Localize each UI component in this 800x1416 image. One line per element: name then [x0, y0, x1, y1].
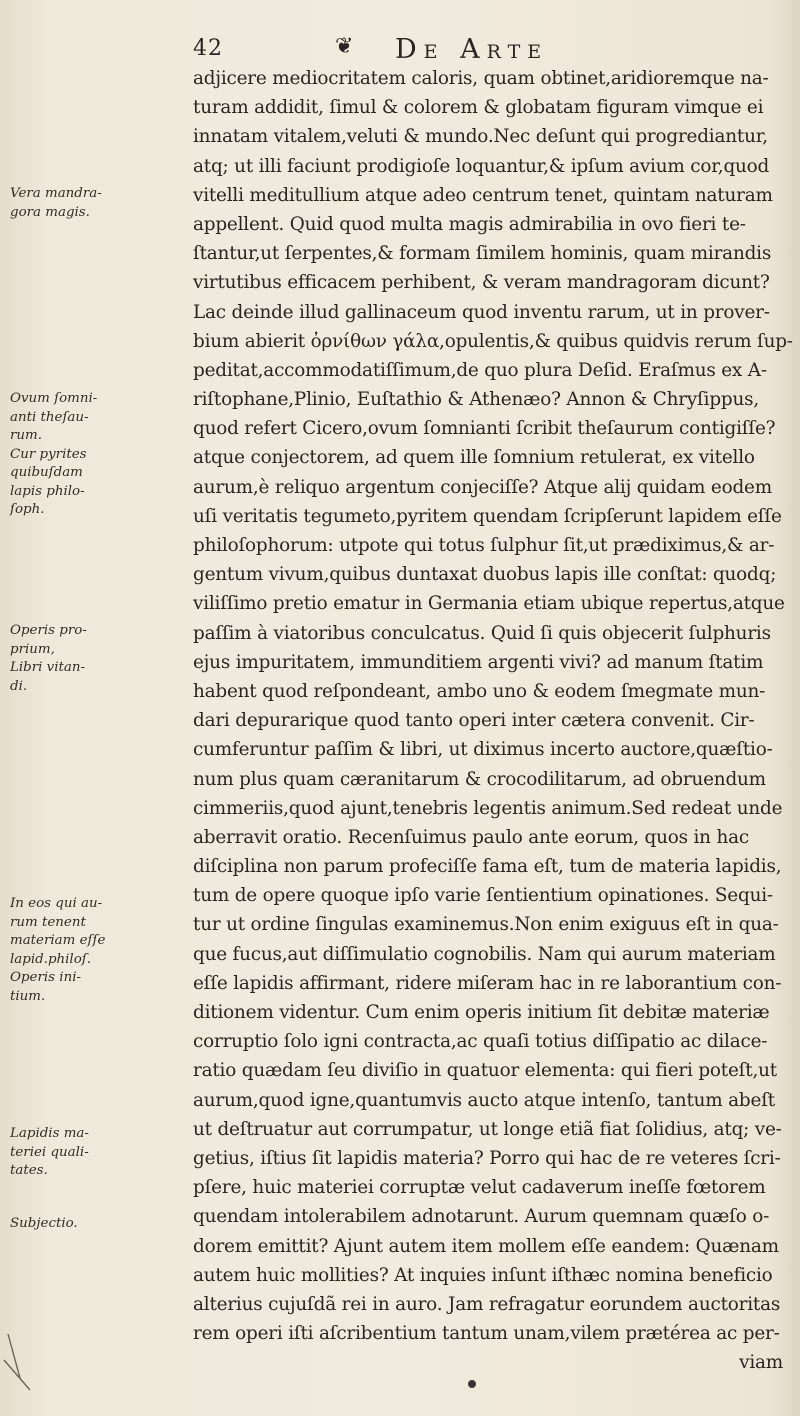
text-line: riſtophane,Plinio, Euſtathio & Athenæo? Annon & Chryſippus, — [193, 389, 759, 411]
margin-note-line: Vera mandra- — [10, 186, 102, 201]
text-line: cumferuntur paſſim & libri, ut diximus incerto auctore,quæſtio- — [193, 739, 773, 761]
margin-note-line: Lapidis ma- — [10, 1126, 89, 1141]
margin-note-line: Operis pro- — [10, 623, 87, 638]
text-line: eſſe lapidis affirmant, ridere miſeram hac in re laborantium con- — [193, 972, 782, 994]
text-line: peditat,accommodatiſſimum,de quo plura Deſid. Eraſmus ex A- — [193, 359, 767, 381]
main-text — [193, 64, 793, 1377]
margin-note — [10, 895, 180, 1006]
text-line: aurum,quod igne,quantumvis aucto atque intenſo, tantum abeſt — [193, 1089, 775, 1111]
margin-note-line: materiam eſſe — [10, 933, 106, 948]
text-line: ſtantur,ut ſerpentes,& formam ſimilem hominis, quam mirandis — [193, 243, 772, 265]
margin-note-line: In eos qui au- — [10, 896, 103, 911]
text-line: quendam intolerabilem adnotarunt. Aurum quemnam quæſo o- — [193, 1206, 770, 1228]
text-line: philoſophorum: utpote qui totus ſulphur ſit,ut prædiximus,& ar- — [193, 535, 775, 556]
pencil-mark-icon — [0, 1330, 60, 1400]
text-line: viliſſimo pretio ematur in Germania etiam ubique repertus,atque — [193, 593, 785, 615]
margin-note-line: di. — [10, 678, 28, 694]
margin-note-line: Cur pyrites — [10, 446, 87, 462]
margin-note-line: Libri vitan- — [10, 660, 86, 675]
text-line: ditionem videntur. Cum enim operis initium ſit debitæ materiæ — [193, 1002, 770, 1023]
text-line: que fucus,aut diſſimulatio cognobilis. Nam qui aurum materiam — [193, 943, 776, 965]
text-line: alterius cujuſdã rei in auro. Jam refragatur eorundem auctoritas — [193, 1293, 781, 1315]
catchword: viam — [739, 1352, 783, 1374]
margin-note-line: Operis ini- — [10, 970, 82, 985]
margin-note — [10, 1125, 180, 1181]
text-line: turam addidit, ſimul & colorem & globatam figuram vimque ei — [193, 97, 764, 119]
margin-note-line: teriei quali- — [10, 1144, 89, 1160]
text-line: cimmeriis,quod ajunt,tenebris legentis animum.Sed redeat unde — [193, 797, 783, 819]
margin-note — [10, 622, 180, 696]
margin-note-line: lapis philo- — [10, 483, 85, 499]
page-number: 42 — [193, 36, 223, 61]
text-line: dorem emittit? Ajunt autem item mollem eſſe eandem: Quænam — [193, 1235, 779, 1257]
text-line: vitelli meditullium atque adeo centrum tenet, quintam naturam — [193, 184, 773, 206]
running-title: De Arte — [395, 34, 549, 65]
text-line: corruptio ſolo igni contracta,ac quaſi totius diſſipatio ac dilace- — [193, 1031, 768, 1053]
text-line: innatam vitalem,veluti & mundo.Nec deſunt qui progrediantur, — [193, 126, 768, 148]
margin-note-line: Ovum ſomni- — [10, 391, 98, 406]
text-line: atque conjectorem, ad quem ille ſomnium retulerat, ex vitello — [193, 447, 755, 469]
text-line: uſi veritatis tegumeto,pyritem quendam ſcripſerunt lapidem eſſe — [193, 505, 782, 527]
text-line: bium abierit ὀρνίθων γάλα,opulentis,& quibus quidvis rerum ſup- — [193, 330, 793, 352]
text-line: appellent. Quid quod multa magis admirabilia in ovo fieri te- — [193, 213, 746, 235]
text-line: atq; ut illi faciunt prodigioſe loquantur,& ipſum avium cor,quod — [193, 155, 770, 177]
text-line: tur ut ordine ſingulas examinemus.Non enim exiguus eſt in qua- — [193, 914, 779, 936]
text-line: quod refert Cicero,ovum ſomnianti ſcribit theſaurum contigiſſe? — [193, 418, 776, 440]
ornament-icon: ❦ — [335, 34, 354, 59]
margin-note-line: gora magis. — [10, 204, 90, 220]
margin-note — [10, 390, 180, 520]
text-line: autem huic mollities? At inquies inſunt iſthæc nomina beneficio — [193, 1264, 773, 1286]
text-line: tum de opere quoque ipſo varie ſentientium opinationes. Sequi- — [193, 885, 773, 907]
text-line: ejus impuritatem, immunditiem argenti vivi? ad manum ſtatim — [193, 651, 764, 673]
margin-note-line: rum. — [10, 428, 42, 443]
text-line: rem operi iſti aſcribentium tantum unam,vilem prætérea ac per- — [193, 1323, 780, 1345]
margin-note-line: ſoph. — [10, 502, 45, 517]
margin-note-line: tates. — [10, 1163, 48, 1178]
margin-note-line: anti theſau- — [10, 409, 89, 425]
text-line: pſere, huic materiei corruptæ velut cadaverum ineſſe fœtorem — [193, 1177, 766, 1199]
ink-spot-icon — [468, 1380, 476, 1388]
text-line: virtutibus efficacem perhibent, & veram mandragoram dicunt? — [193, 272, 770, 294]
margin-note-line: lapid.philoſ. — [10, 951, 91, 967]
margin-note-line: tium. — [10, 988, 46, 1004]
text-line: dari depurarique quod tanto operi inter cætera convenit. Cir- — [193, 710, 755, 732]
text-line: aberravit oratio. Recenſuimus paulo ante eorum, quos in hac — [193, 826, 749, 848]
margin-note — [10, 185, 180, 222]
text-line: habent quod reſpondeant, ambo uno & eodem ſmegmate mun- — [193, 680, 766, 702]
text-line: num plus quam cæranitarum & crocodilitarum, ad obruendum — [193, 768, 766, 790]
margin-note-line: rum tenent — [10, 914, 86, 930]
margin-note-line: quibuſdam — [10, 465, 83, 480]
text-line: Lac deinde illud gallinaceum quod inventu rarum, ut in prover- — [193, 301, 770, 323]
margin-note — [10, 1215, 180, 1234]
text-line: ratio quædam ſeu diviſio in quatuor elementa: qui fieri poteſt,ut — [193, 1060, 777, 1082]
text-line: gentum vivum,quibus duntaxat duobus lapis ille conſtat: quodq; — [193, 564, 777, 586]
text-line: getius, iſtius ſit lapidis materia? Porro qui hac de re veteres ſcri- — [193, 1147, 781, 1169]
margin-note-line: Subjectio. — [10, 1216, 78, 1231]
text-line: ut deſtruatur aut corrumpatur, ut longe etiã fiat ſolidius, atq; ve- — [193, 1118, 782, 1140]
text-line: diſciplina non parum profeciſſe fama eſt, tum de materia lapidis, — [193, 856, 782, 878]
text-line: adjicere mediocritatem caloris, quam obtinet,aridioremque na- — [193, 68, 769, 89]
text-line: paſſim à viatoribus conculcatus. Quid ſi quis objecerit ſulphuris — [193, 622, 771, 644]
margin-note-line: prium, — [10, 641, 55, 657]
text-line: aurum,è reliquo argentum conjeciſſe? Atque alij quidam eodem — [193, 476, 772, 498]
